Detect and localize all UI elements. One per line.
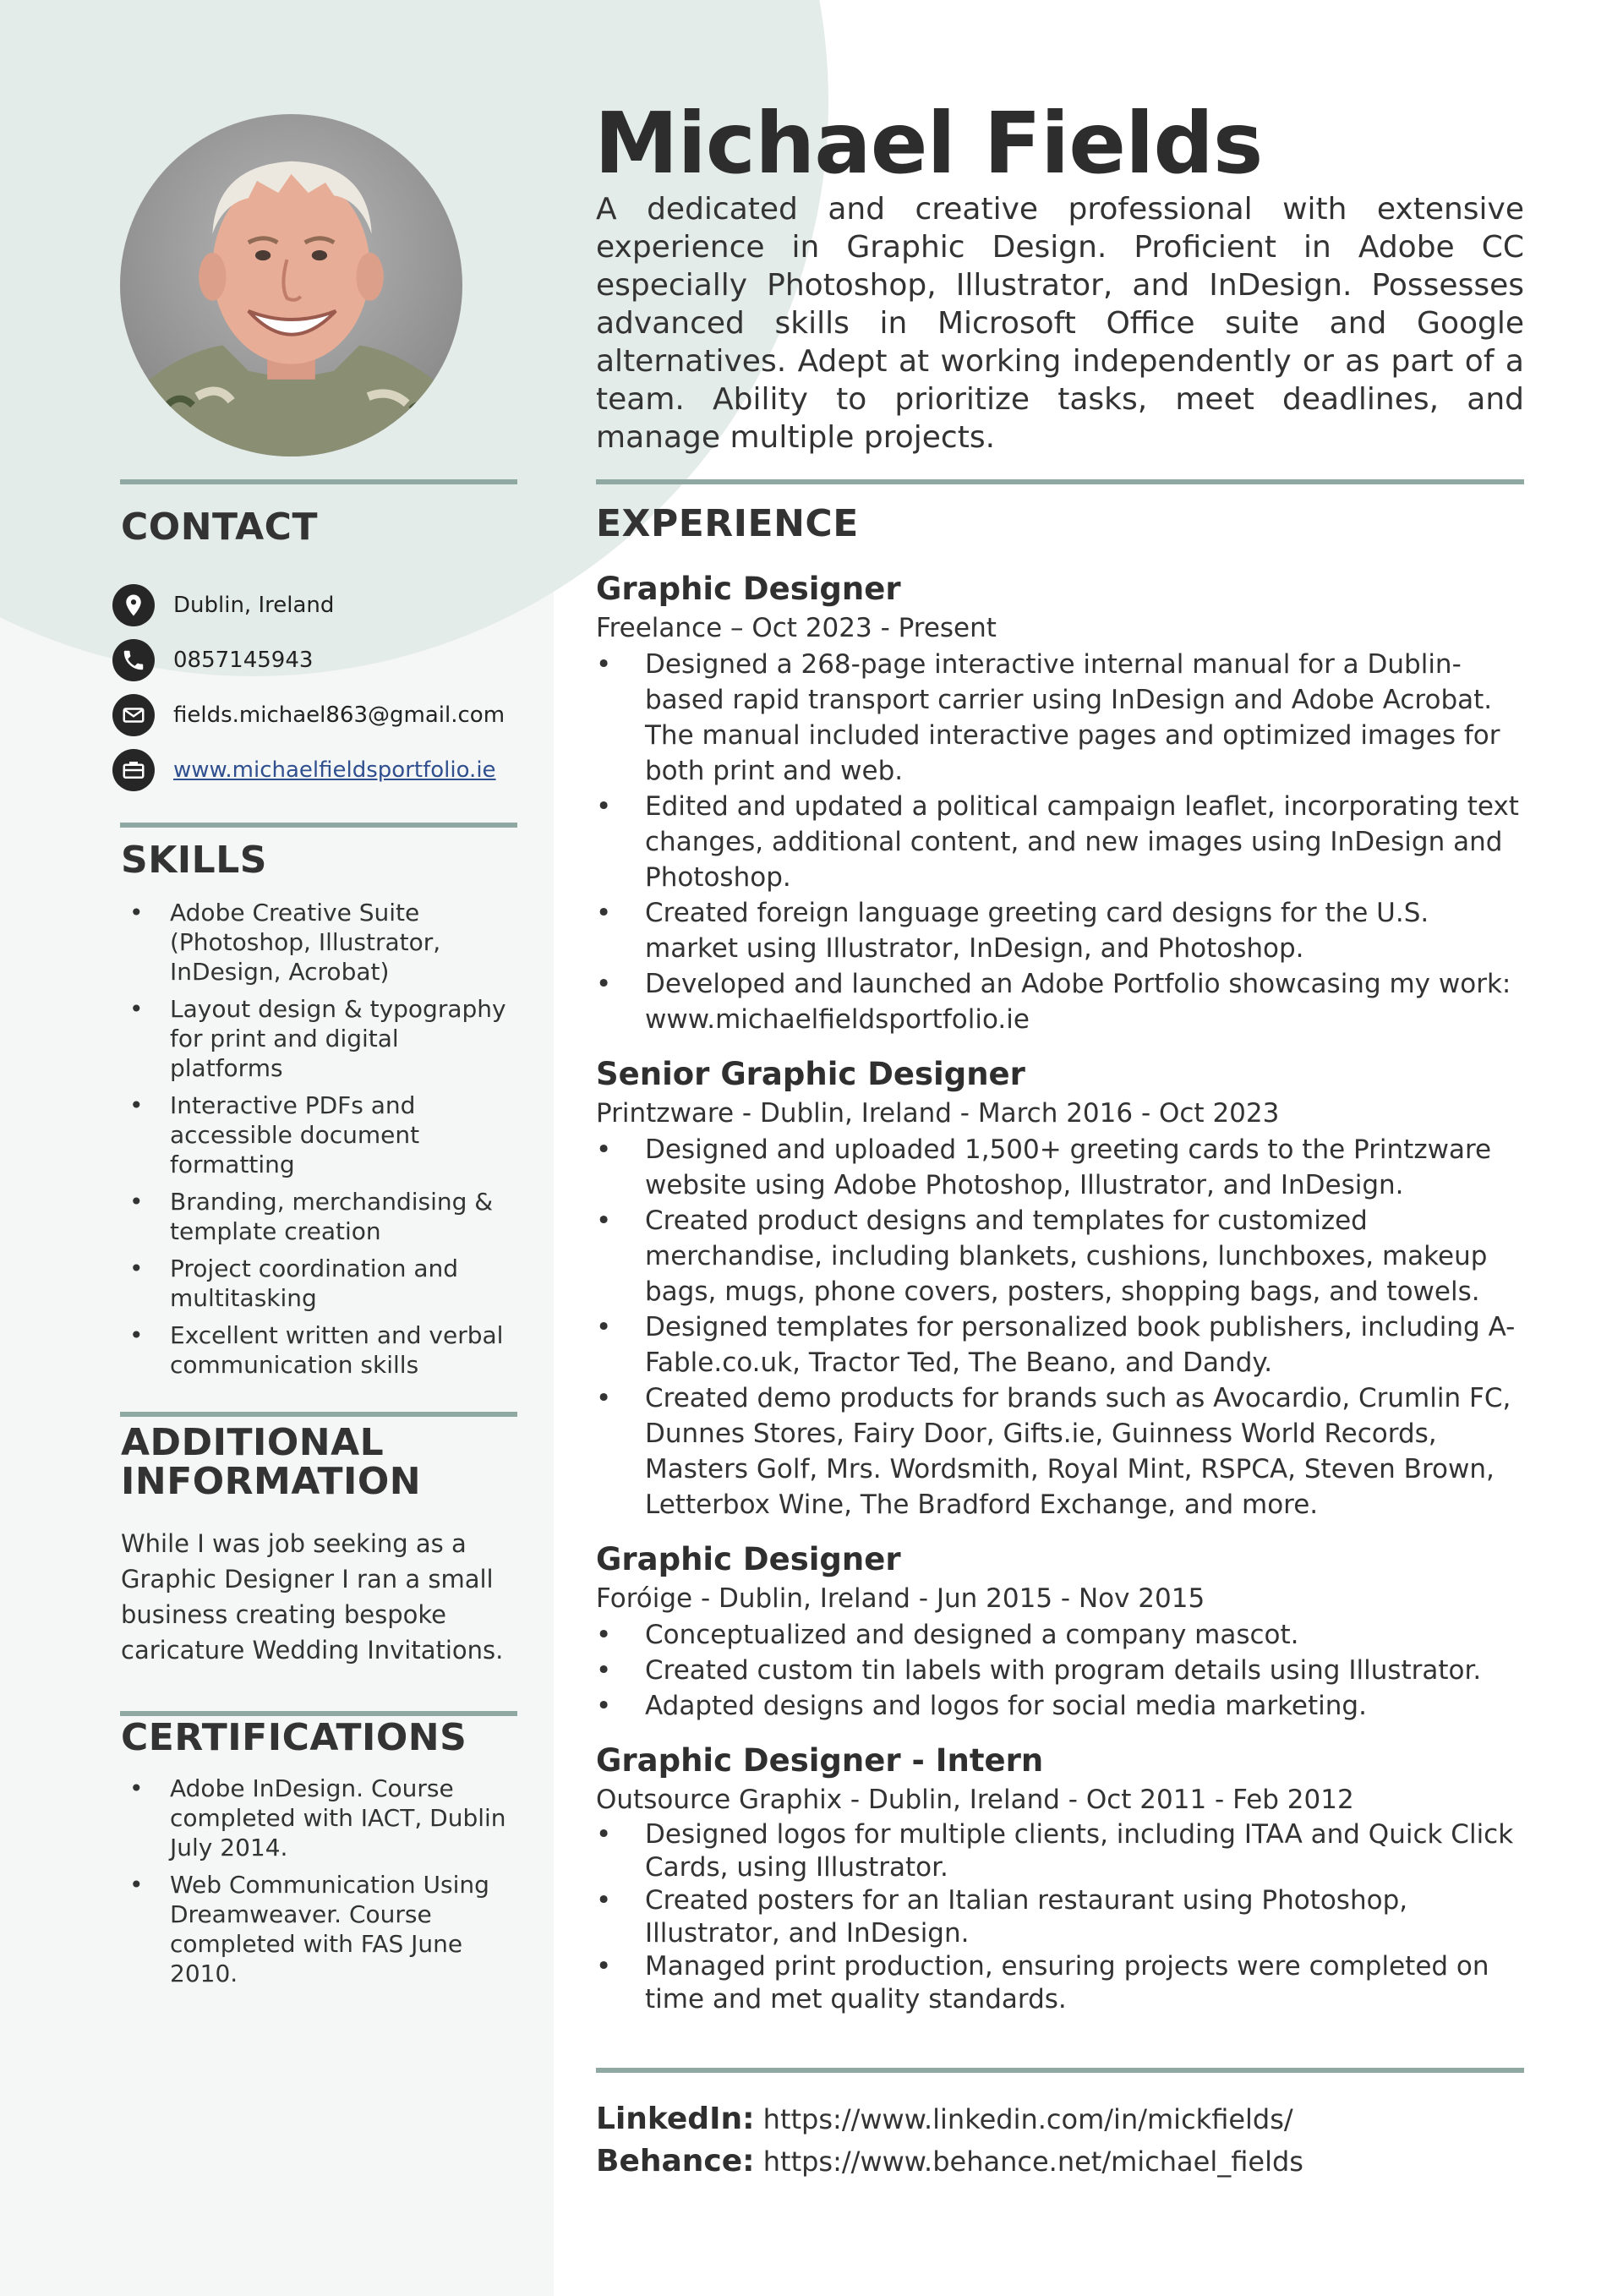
job-bullets: [596, 1617, 1526, 1724]
additional-heading: [121, 1421, 422, 1504]
location-text: Dublin, Ireland: [173, 593, 335, 618]
list-item: • Project coordination and multitasking: [121, 1254, 518, 1313]
job-bullets: [596, 647, 1526, 1037]
list-item: • Web Communication Using Dreamweaver. Course completed with FAS June 2010.: [121, 1870, 518, 1988]
location-pin-icon: [112, 584, 155, 626]
profile-summary: A dedicated and creative professional with extensive experience in Graphic Design. Proficient in Adobe CC especially Photoshop, Illustrator, and InDesign. Possesses advanced skills in Microsoft Office suite and Google alternatives. Adept at working independently or as part of a team. Ability to prioritize tasks, meet deadlines, and manage multiple projects.: [596, 192, 1524, 455]
linkedin-link[interactable]: https://www.linkedin.com/in/mickfields/: [762, 2103, 1293, 2135]
list-item: • Layout design & typography for print and digital platforms: [121, 994, 518, 1083]
contact-website: [112, 748, 496, 792]
skills-list: [121, 898, 518, 1387]
phone-icon: [112, 639, 155, 681]
contact-heading: CONTACT: [121, 506, 318, 549]
job-bullets: [596, 1818, 1526, 2016]
job-meta: Printzware - Dublin, Ireland - March 2016 - Oct 2023: [596, 1098, 1280, 1129]
job-title: Senior Graphic Designer: [596, 1056, 1025, 1092]
list-item: • Created custom tin labels with program details using Illustrator.: [596, 1653, 1526, 1688]
behance-label: Behance:: [596, 2144, 755, 2178]
list-item: • Adapted designs and logos for social media marketing.: [596, 1688, 1526, 1724]
list-item: • Adobe Creative Suite (Photoshop, Illustrator, InDesign, Acrobat): [121, 898, 518, 987]
contact-location: [112, 583, 334, 627]
job-entry: [596, 1539, 1526, 1724]
candidate-name: Michael Fields: [594, 94, 1263, 193]
portfolio-link[interactable]: www.michaelfieldsportfolio.ie: [173, 757, 496, 783]
list-item: • Conceptualized and designed a company mascot.: [596, 1617, 1526, 1653]
list-item: • Designed logos for multiple clients, including ITAA and Quick Click Cards, using Illustrator.: [596, 1818, 1526, 1884]
contact-email: [112, 693, 505, 737]
list-item: • Excellent written and verbal communication skills: [121, 1320, 518, 1380]
list-item: • Adobe InDesign. Course completed with IACT, Dublin July 2014.: [121, 1774, 518, 1862]
job-title: Graphic Designer: [596, 571, 901, 607]
contact-divider: [120, 479, 517, 484]
list-item: • Created posters for an Italian restaurant using Photoshop, Illustrator, and InDesign.: [596, 1884, 1526, 1950]
job-meta: Freelance – Oct 2023 - Present: [596, 613, 997, 643]
list-item: • Designed templates for personalized book publishers, including A-Fable.co.uk, Tractor Ted, The Beano, and Dandy.: [596, 1309, 1526, 1380]
behance-row: [596, 2140, 1303, 2183]
additional-heading-line1: ADDITIONAL: [121, 1421, 385, 1464]
contact-phone: [112, 638, 313, 682]
briefcase-icon: [112, 749, 155, 791]
linkedin-label: LinkedIn:: [596, 2102, 755, 2136]
behance-link[interactable]: https://www.behance.net/michael_fields: [762, 2146, 1303, 2178]
list-item: • Designed and uploaded 1,500+ greeting cards to the Printzware website using Adobe Photoshop, Illustrator, and InDesign.: [596, 1132, 1526, 1203]
list-item: • Managed print production, ensuring projects were completed on time and met quality standards.: [596, 1950, 1526, 2016]
experience-divider: [596, 479, 1524, 484]
job-title: Graphic Designer - Intern: [596, 1742, 1044, 1779]
list-item: • Interactive PDFs and accessible document formatting: [121, 1091, 518, 1179]
experience-heading: EXPERIENCE: [596, 502, 859, 545]
job-entry: [596, 1053, 1526, 1522]
job-bullets: [596, 1132, 1526, 1522]
job-meta: Foróige - Dublin, Ireland - Jun 2015 - Nov 2015: [596, 1583, 1205, 1614]
additional-divider: [120, 1412, 517, 1417]
email-icon: [112, 694, 155, 736]
additional-text: While I was job seeking as a Graphic Designer I ran a small business creating bespoke caricature Wedding Invitations.: [121, 1529, 504, 1665]
additional-heading-line2: INFORMATION: [121, 1460, 422, 1504]
certifications-list: [121, 1774, 518, 1996]
email-text: fields.michael863@gmail.com: [173, 702, 505, 728]
job-entry: [596, 568, 1526, 1037]
list-item: • Edited and updated a political campaign leaflet, incorporating text changes, additional content, and new images using InDesign and Photoshop.: [596, 789, 1526, 895]
job-entry: [596, 1740, 1526, 2016]
list-item: • Created product designs and templates for customized merchandise, including blankets, cushions, lunchboxes, makeup bags, mugs, phone covers, posters, shopping bags, and towels.: [596, 1203, 1526, 1309]
profile-links: [596, 2098, 1303, 2183]
job-meta: Outsource Graphix - Dublin, Ireland - Oct 2011 - Feb 2012: [596, 1785, 1354, 1815]
list-item: • Branding, merchandising & template creation: [121, 1187, 518, 1246]
list-item: • Created demo products for brands such as Avocardio, Crumlin FC, Dunnes Stores, Fairy Door, Gifts.ie, Guinness World Records, Masters Golf, Mrs. Wordsmith, Royal Mint, RSPCA, Steven Brown, Letterbox Wine, The Bradford Exchange, and more.: [596, 1380, 1526, 1522]
list-item: • Designed a 268-page interactive internal manual for a Dublin-based rapid transport carrier using InDesign and Adobe Acrobat. The manual included interactive pages and optimized images for both print and web.: [596, 647, 1526, 789]
links-divider: [596, 2068, 1524, 2073]
list-item: • Created foreign language greeting card designs for the U.S. market using Illustrator, InDesign, and Photoshop.: [596, 895, 1526, 966]
skills-divider: [120, 823, 517, 828]
profile-photo: [120, 114, 462, 456]
certifications-heading: CERTIFICATIONS: [121, 1716, 467, 1759]
job-title: Graphic Designer: [596, 1541, 901, 1577]
linkedin-row: [596, 2098, 1303, 2140]
list-item: • Developed and launched an Adobe Portfolio showcasing my work: www.michaelfieldsportfolio.ie: [596, 966, 1526, 1037]
phone-text: 0857145943: [173, 648, 314, 673]
skills-heading: SKILLS: [121, 839, 267, 882]
